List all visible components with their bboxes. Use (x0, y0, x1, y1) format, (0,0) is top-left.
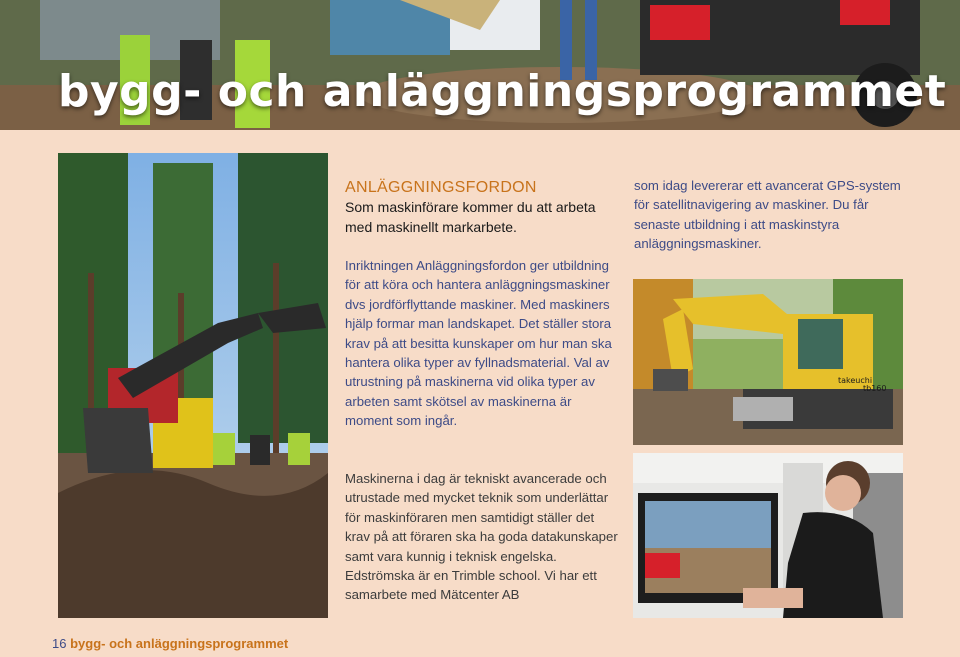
section-lead: Som maskinförare kommer du att arbeta med maskinellt markarbete. (345, 199, 596, 235)
page-title: bygg- och anläggningsprogrammet (58, 66, 947, 117)
excavator-photo (58, 153, 328, 618)
yellow-excavator-photo (633, 279, 903, 445)
section-heading: ANLÄGGNINGSFORDON (345, 179, 537, 196)
body-paragraph-3: som idag levererar ett avancerat GPS-system för satellitnavigering av maskiner. Du får senaste utbildning i att maskinstyra anläggningsmaskiner. (634, 178, 901, 252)
footer-title: bygg- och anläggningsprogrammet (70, 636, 289, 651)
excavator-model-label: tb160 (863, 384, 887, 393)
body-paragraph-2: Maskinerna i dag är tekniskt avancerade och utrustade med mycket teknik som underlättar för maskinföraren men samtidigt ställer det krav på att föraren ska ha goda datakunskaper samt vara kunnig i teknisk engelska. Edströmska är en Trimble school. Vi har ett samarbete med Mätcenter AB (345, 471, 618, 603)
header-banner (0, 0, 960, 130)
text-column-right (634, 176, 912, 254)
simulator-photo (633, 453, 903, 618)
excavator-brand-label: takeuchi (838, 376, 873, 385)
text-column-middle (345, 178, 620, 431)
page-footer (52, 636, 288, 651)
page-number: 16 (52, 636, 67, 651)
body-paragraph-1: Inriktningen Anläggningsfordon ger utbildning för att köra och hantera anläggningsmaskiner dvs jordförflyttande maskiner. Med maskiners hjälp formar man landskapet. Det ställer stora krav på att besitta kunskaper om hur man ska hantera olika typer av fyllnadsmaterial. Val av utrustning på maskinerna vid olika typer av arbeten samt skötsel av maskinerna är moment som ingår. (345, 258, 612, 429)
